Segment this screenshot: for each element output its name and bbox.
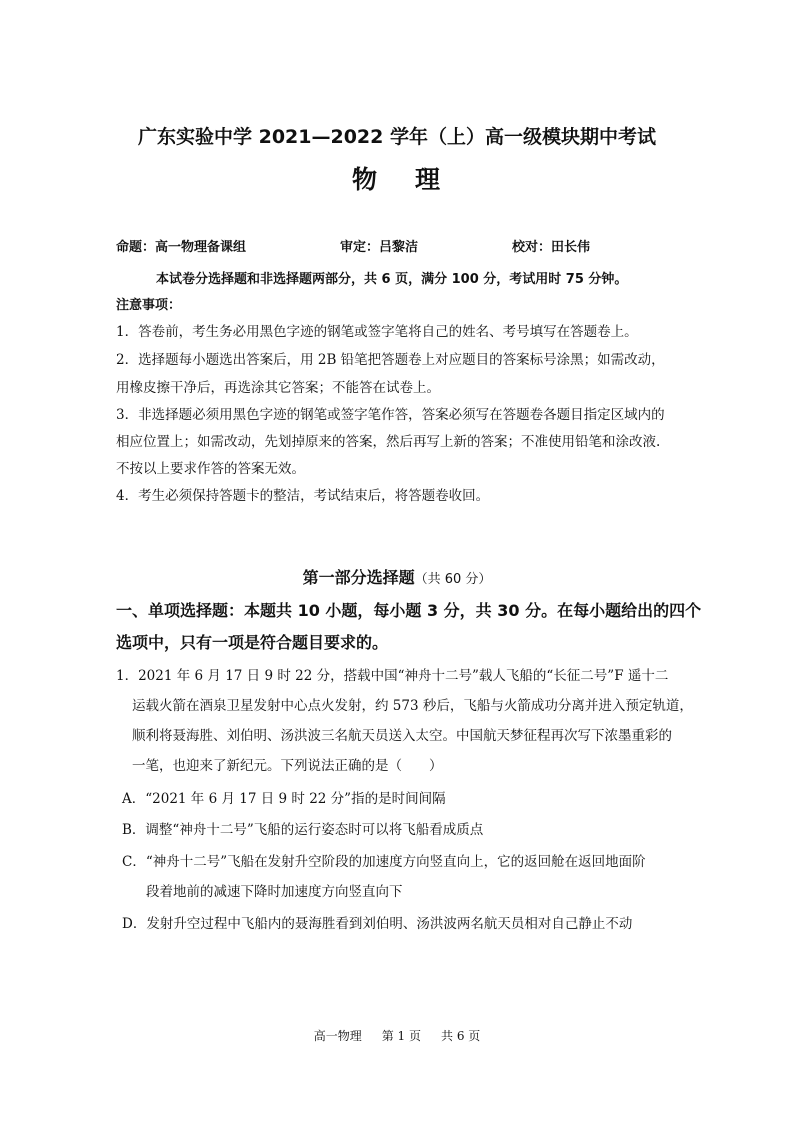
question-stem-line: 1．2021 年 6 月 17 日 9 时 22 分，搭载中国“神舟十二号”载人飞船的“长征二号”F 遥十二 [116,668,669,684]
option-d: D．发射升空过程中飞船内的聂海胜看到刘伯明、汤洪波两名航天员相对自己静止不动 [122,916,633,932]
page-footer [0,1027,794,1044]
notes-heading: 注意事项： [116,298,182,313]
exam-intro: 本试卷分选择题和非选择题两部分，共 6 页，满分 100 分，考试用时 75 分钟。 [156,272,628,287]
section-score: （共 60 分） [414,572,492,587]
footer-page: 第 1 页 [381,1029,421,1043]
subject-char-1: 物 [351,165,379,194]
part-instruction: 选项中，只有一项是符合题目要求的。 [116,633,389,652]
option-b: B．调整“神舟十二号”飞船的运行姿态时可以将飞船看成质点 [122,822,484,838]
note-line: 3．非选择题必须用黑色字迹的钢笔或签字笔作答，答案必须写在答题卷各题目指定区域内的 [116,407,665,423]
note-line: 用橡皮擦干净后，再选涂其它答案；不能答在试卷上。 [116,380,440,396]
footer-total: 共 6 页 [441,1029,481,1043]
exam-title: 广东实验中学 2021—2022 学年（上）高一级模块期中考试 [138,126,656,148]
section-name: 第一部分选择题 [302,568,415,587]
note-line: 4．考生必须保持答题卡的整洁，考试结束后，将答题卷收回。 [116,488,490,504]
note-line: 不按以上要求作答的答案无效。 [116,461,305,477]
reviewer-label: 审定：吕黎洁 [340,240,419,255]
question-stem-line: 顺利将聂海胜、刘伯明、汤洪波三名航天员送入太空。中国航天梦征程再次写下浓墨重彩的 [132,728,672,744]
note-line: 2．选择题每小题选出答案后，用 2B 铅笔把答题卷上对应题目的答案标号涂黑；如需改动， [116,352,665,368]
option-c-cont: 段着地前的减速下降时加速度方向竖直向下 [146,884,403,900]
note-line: 相应位置上；如需改动，先划掉原来的答案，然后再写上新的答案；不准使用铅笔和涂改液. [116,434,661,450]
checker-label: 校对：田长伟 [512,240,591,255]
question-stem-line: 一笔，也迎来了新纪元。下列说法正确的是（ ） [132,758,443,774]
section-title [0,565,794,588]
note-line: 1．答卷前，考生务必用黑色字迹的钢笔或签字笔将自己的姓名、考号填写在答题卷上。 [116,324,638,340]
subject-title [0,160,794,196]
option-a: A．“2021 年 6 月 17 日 9 时 22 分”指的是时间间隔 [122,791,446,807]
part-instruction: 一、单项选择题：本题共 10 小题，每小题 3 分，共 30 分。在每小题给出的四个 [116,601,702,620]
author-label: 命题：高一物理备课组 [116,240,247,255]
option-c: C．“神舟十二号”飞船在发射升空阶段的加速度方向竖直向上，它的返回舱在返回地面阶 [122,854,646,870]
subject-char-2: 理 [415,165,443,194]
question-stem-line: 运载火箭在酒泉卫星发射中心点火发射，约 573 秒后，飞船与火箭成功分离并进入预定轨道， [132,698,693,714]
footer-subject: 高一物理 [313,1029,362,1043]
